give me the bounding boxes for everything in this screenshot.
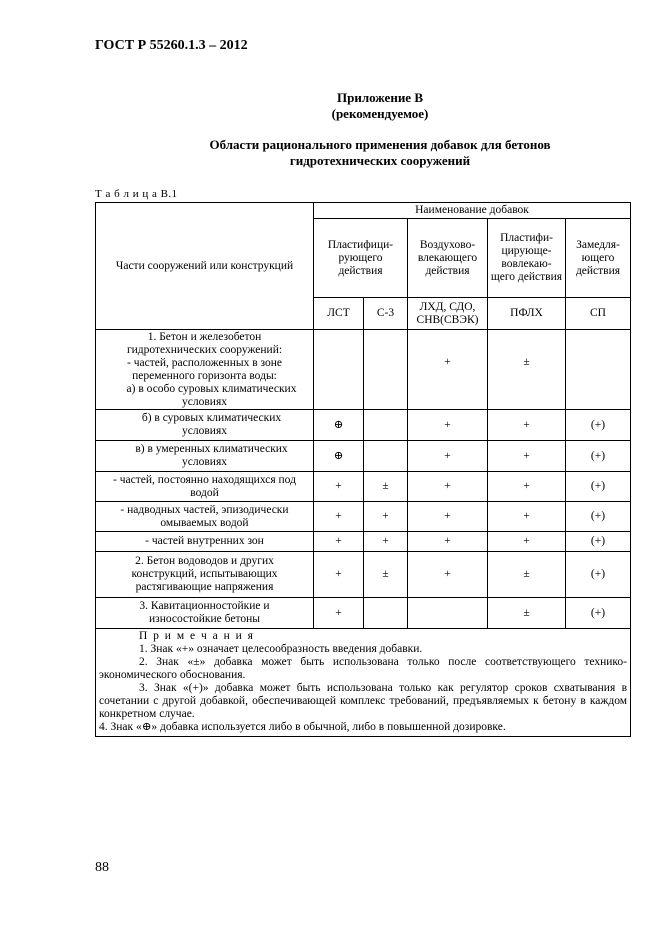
note-item: 4. Знак «⊕» добавка используется либо в обычной, либо в повышенной дозировке.	[99, 721, 506, 733]
mark-cell: +	[408, 532, 488, 552]
table-row	[96, 532, 631, 552]
mark-cell: (+)	[566, 502, 631, 532]
mark-cell: +	[408, 472, 488, 502]
mark-cell: ±	[488, 552, 566, 598]
row-label: 1. Бетон и железобетон гидротехнических сооружений: - частей, расположенных в зоне переменного горизонта воды: а) в особо суровых климатических условиях	[96, 330, 314, 410]
section-title-line2: гидротехнических сооружений	[289, 153, 471, 168]
mark-cell: +	[408, 330, 488, 410]
mark-cell: (+)	[566, 441, 631, 472]
mark-cell: ±	[488, 598, 566, 629]
mark-cell: +	[314, 598, 364, 629]
mark-cell: (+)	[566, 410, 631, 441]
mark-cell: +	[314, 502, 364, 532]
mark-cell: +	[314, 552, 364, 598]
mark-cell: (+)	[566, 472, 631, 502]
table-row	[96, 502, 631, 532]
note-item: 2. Знак «±» добавка может быть использована только после соответствующего технико-экономического обоснования.	[99, 656, 628, 681]
mark-cell: +	[408, 552, 488, 598]
section-title-line1: Области рационального применения добавок для бетонов	[209, 137, 551, 152]
page-number: 88	[95, 860, 109, 875]
group-plastifying: Пластифици-рующего действия	[314, 219, 408, 298]
mark-cell: ±	[364, 552, 408, 598]
mark-cell	[364, 330, 408, 410]
mark-cell: +	[488, 502, 566, 532]
code-sp: СП	[566, 298, 631, 330]
table-notes	[96, 629, 631, 737]
mark-cell	[314, 330, 364, 410]
code-lhd: ЛХД, СДО, СНВ(СВЭК)	[408, 298, 488, 330]
mark-cell: (+)	[566, 552, 631, 598]
row-label: - частей, постоянно находящихся под водой	[96, 472, 314, 502]
code-pflh: ПФЛХ	[488, 298, 566, 330]
document-id: ГОСТ Р 55260.1.3 – 2012	[95, 38, 248, 53]
mark-cell: ⊕	[314, 441, 364, 472]
mark-cell: +	[488, 532, 566, 552]
mark-cell: +	[314, 532, 364, 552]
group-air-entraining: Воздухово-влекающего действия	[408, 219, 488, 298]
mark-cell	[364, 441, 408, 472]
mark-cell: +	[488, 441, 566, 472]
mark-cell: ±	[364, 472, 408, 502]
additives-table	[95, 202, 631, 737]
row-label: - надводных частей, эпизодически омываемых водой	[96, 502, 314, 532]
header-additive-names: Наименование добавок	[314, 203, 631, 219]
mark-cell: +	[364, 502, 408, 532]
mark-cell: +	[488, 410, 566, 441]
table-row	[96, 410, 631, 441]
row-label: 3. Кавитационностойкие и износостойкие бетоны	[96, 598, 314, 629]
table-row	[96, 441, 631, 472]
mark-cell: ⊕	[314, 410, 364, 441]
row-label: в) в умеренных климатических условиях	[96, 441, 314, 472]
mark-cell: (+)	[566, 598, 631, 629]
mark-cell: +	[314, 472, 364, 502]
mark-cell: +	[488, 472, 566, 502]
code-lst: ЛСТ	[314, 298, 364, 330]
notes-title: П р и м е ч а н и я	[139, 630, 255, 642]
row-label: б) в суровых климатических условиях	[96, 410, 314, 441]
mark-cell: (+)	[566, 532, 631, 552]
appendix-title: Приложение В	[337, 90, 423, 105]
row-label: 2. Бетон водоводов и других конструкций, испытывающих растягивающие напряжения	[96, 552, 314, 598]
appendix-status: (рекомендуемое)	[331, 106, 429, 121]
header-parts: Части сооружений или конструкций	[96, 203, 314, 330]
mark-cell	[408, 598, 488, 629]
mark-cell: +	[408, 502, 488, 532]
mark-cell	[566, 330, 631, 410]
group-retarder: Замедля-ющего действия	[566, 219, 631, 298]
table-caption: Т а б л и ц а В.1	[95, 188, 178, 200]
mark-cell: +	[408, 441, 488, 472]
mark-cell	[364, 410, 408, 441]
note-item: 1. Знак «+» означает целесообразность введения добавки.	[139, 643, 423, 655]
mark-cell: +	[364, 532, 408, 552]
table-row	[96, 472, 631, 502]
mark-cell: ±	[488, 330, 566, 410]
table-row	[96, 598, 631, 629]
mark-cell	[364, 598, 408, 629]
note-item: 3. Знак «(+)» добавка может быть использована только как регулятор сроков схватывания в сочетании с другой добавкой, обеспечивающей комплекс требований, предъявляемых к бетону в каждом конкретном случае.	[99, 682, 628, 720]
table-row	[96, 552, 631, 598]
row-label: - частей внутренних зон	[96, 532, 314, 552]
group-plastifying-air: Пластифи-цирующе-вовлекаю-щего действия	[488, 219, 566, 298]
table-row	[96, 330, 631, 410]
code-s3: С-3	[364, 298, 408, 330]
mark-cell: +	[408, 410, 488, 441]
